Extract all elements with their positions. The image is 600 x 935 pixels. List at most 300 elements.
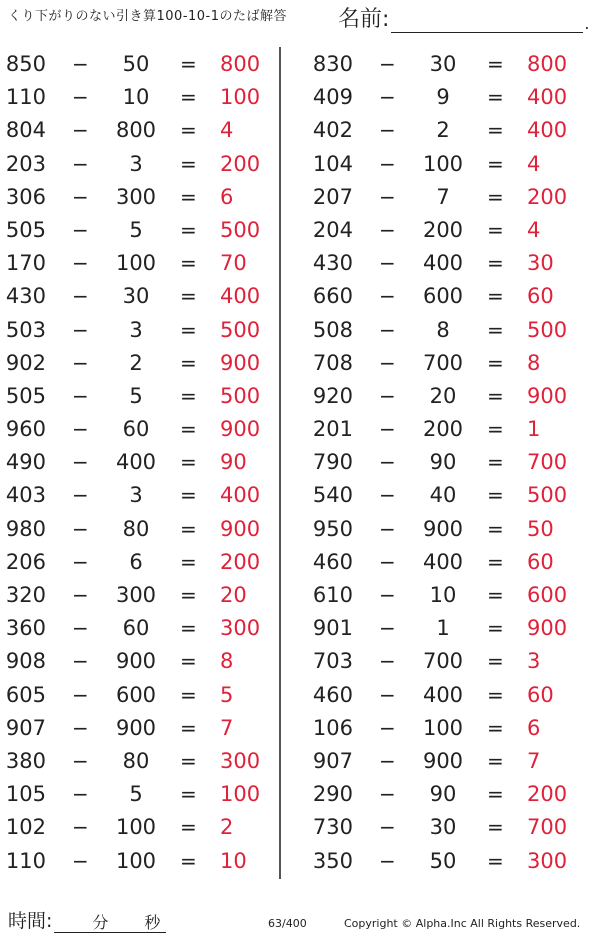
answer: 900 — [527, 616, 568, 641]
answer: 70 — [220, 251, 247, 276]
minus-sign: − — [72, 549, 89, 574]
equals-sign: = — [487, 483, 504, 508]
minus-sign: − — [379, 682, 396, 707]
equals-sign: = — [487, 151, 504, 176]
equals-sign: = — [180, 649, 197, 674]
answer: 700 — [527, 450, 568, 475]
subtrahend: 10 — [122, 85, 150, 110]
minuend: 540 — [312, 483, 353, 508]
subtrahend: 5 — [129, 383, 143, 408]
minus-sign: − — [72, 649, 89, 674]
minus-sign: − — [72, 748, 89, 773]
minuend: 730 — [312, 815, 353, 840]
minuend: 460 — [312, 682, 353, 707]
subtrahend: 3 — [129, 151, 143, 176]
equals-sign: = — [487, 251, 504, 276]
answer: 60 — [527, 284, 554, 309]
problem-row — [0, 380, 272, 413]
minuend: 207 — [312, 184, 353, 209]
subtrahend: 10 — [429, 583, 457, 607]
answer: 200 — [220, 549, 261, 574]
copyright-notice: Copyright © Alpha.Inc All Rights Reserved. — [344, 917, 581, 930]
equals-sign: = — [180, 616, 197, 641]
minuend: 204 — [312, 217, 353, 242]
minus-sign: − — [379, 251, 396, 276]
subtrahend: 30 — [429, 52, 457, 76]
minuend: 907 — [312, 748, 353, 773]
problem-row — [0, 81, 272, 114]
answer: 10 — [220, 848, 247, 873]
name-label: 名前: — [338, 7, 390, 32]
subtrahend: 50 — [429, 848, 457, 873]
seconds-label: 秒 — [144, 913, 161, 932]
answer: 4 — [527, 151, 541, 176]
minus-sign: − — [379, 782, 396, 807]
equals-sign: = — [487, 217, 504, 242]
minuend: 950 — [312, 516, 353, 541]
answer: 900 — [527, 383, 568, 408]
equals-sign: = — [487, 383, 504, 408]
minus-sign: − — [72, 284, 89, 309]
answer: 1 — [527, 417, 541, 442]
subtrahend: 2 — [436, 118, 450, 143]
problem-row — [307, 712, 579, 745]
minus-sign: − — [72, 782, 89, 807]
minuend: 403 — [5, 483, 46, 508]
equals-sign: = — [180, 85, 197, 110]
equals-sign: = — [487, 748, 504, 773]
answer: 700 — [527, 815, 568, 840]
subtrahend: 20 — [429, 383, 457, 408]
subtrahend: 90 — [429, 782, 457, 807]
minus-sign: − — [72, 217, 89, 242]
subtrahend: 2 — [129, 350, 143, 375]
subtrahend: 200 — [422, 217, 464, 242]
answer: 500 — [220, 317, 261, 342]
minuend: 104 — [312, 151, 353, 176]
minutes-label: 分 — [92, 913, 109, 932]
minus-sign: − — [379, 317, 396, 342]
answer: 500 — [527, 317, 568, 342]
answer: 3 — [527, 649, 541, 674]
minuend: 105 — [5, 782, 46, 807]
minus-sign: − — [379, 815, 396, 840]
problem-row — [0, 413, 272, 446]
minuend: 110 — [5, 848, 46, 873]
minuend: 460 — [312, 549, 353, 574]
minuend: 708 — [312, 350, 353, 375]
minuend: 201 — [312, 417, 353, 442]
minuend: 380 — [5, 748, 46, 773]
problem-row — [307, 778, 579, 811]
subtrahend: 80 — [122, 748, 150, 773]
problem-row — [0, 612, 272, 645]
equals-sign: = — [487, 516, 504, 541]
subtrahend: 90 — [429, 450, 457, 475]
subtrahend: 700 — [422, 649, 464, 674]
equals-sign: = — [180, 815, 197, 840]
equals-sign: = — [180, 682, 197, 707]
equals-sign: = — [180, 549, 197, 574]
problem-row — [307, 148, 579, 181]
minus-sign: − — [72, 483, 89, 508]
problem-row — [307, 546, 579, 579]
subtrahend: 700 — [422, 350, 464, 375]
problem-row — [307, 247, 579, 280]
answer: 5 — [220, 682, 234, 707]
equals-sign: = — [487, 118, 504, 143]
equals-sign: = — [487, 649, 504, 674]
minuend: 206 — [5, 549, 46, 574]
minuend: 505 — [5, 383, 46, 408]
time-label: 時間: — [8, 910, 53, 932]
answer: 8 — [527, 350, 541, 375]
problem-row — [307, 280, 579, 313]
problem-row — [0, 314, 272, 347]
subtrahend: 600 — [422, 284, 464, 309]
minuend: 610 — [312, 583, 353, 607]
subtrahend: 1 — [436, 616, 450, 641]
answer: 900 — [220, 417, 261, 442]
answer: 4 — [527, 217, 541, 242]
page-number: 63/400 — [268, 917, 307, 930]
subtrahend: 400 — [422, 682, 464, 707]
minuend: 110 — [5, 85, 46, 110]
problem-row — [0, 745, 272, 778]
subtrahend: 100 — [422, 151, 464, 176]
problem-row — [0, 778, 272, 811]
equals-sign: = — [180, 52, 197, 76]
answer: 500 — [220, 217, 261, 242]
problem-row — [0, 247, 272, 280]
problem-row — [0, 114, 272, 147]
problem-row — [307, 513, 579, 546]
problem-row — [307, 612, 579, 645]
answer: 90 — [220, 450, 247, 475]
answer: 60 — [527, 549, 554, 574]
problem-row — [0, 513, 272, 546]
minus-sign: − — [72, 52, 89, 76]
minuend: 503 — [5, 317, 46, 342]
subtrahend: 3 — [129, 317, 143, 342]
answer: 500 — [220, 383, 261, 408]
problem-row — [0, 645, 272, 678]
equals-sign: = — [180, 748, 197, 773]
name-end-mark: . — [584, 14, 590, 33]
minuend: 804 — [5, 118, 46, 143]
minus-sign: − — [72, 516, 89, 541]
equals-sign: = — [487, 52, 504, 76]
equals-sign: = — [487, 583, 504, 607]
equals-sign: = — [487, 417, 504, 442]
minus-sign: − — [379, 649, 396, 674]
subtrahend: 5 — [129, 217, 143, 242]
problem-row — [307, 679, 579, 712]
equals-sign: = — [180, 317, 197, 342]
minuend: 980 — [5, 516, 46, 541]
answer: 100 — [220, 85, 261, 110]
answer: 8 — [220, 649, 234, 674]
problem-row — [0, 579, 272, 612]
subtrahend: 300 — [115, 184, 157, 209]
subtrahend: 300 — [115, 583, 157, 607]
equals-sign: = — [487, 782, 504, 807]
minuend: 508 — [312, 317, 353, 342]
subtrahend: 8 — [436, 317, 450, 342]
minuend: 908 — [5, 649, 46, 674]
answer: 600 — [527, 583, 568, 607]
problem-row — [307, 745, 579, 778]
minus-sign: − — [379, 217, 396, 242]
subtrahend: 50 — [122, 52, 150, 76]
minus-sign: − — [379, 616, 396, 641]
minuend: 790 — [312, 450, 353, 475]
answer: 300 — [220, 616, 261, 641]
answer: 200 — [220, 151, 261, 176]
answer: 6 — [220, 184, 234, 209]
left-problem-column — [0, 48, 272, 878]
minuend: 850 — [5, 52, 46, 76]
equals-sign: = — [487, 350, 504, 375]
equals-sign: = — [487, 85, 504, 110]
subtrahend: 9 — [436, 85, 450, 110]
answer: 400 — [220, 483, 261, 508]
minuend: 505 — [5, 217, 46, 242]
subtrahend: 5 — [129, 782, 143, 807]
minus-sign: − — [379, 184, 396, 209]
answer: 7 — [527, 748, 541, 773]
answer: 400 — [527, 118, 568, 143]
equals-sign: = — [180, 516, 197, 541]
equals-sign: = — [487, 815, 504, 840]
problem-row — [0, 712, 272, 745]
subtrahend: 400 — [115, 450, 157, 475]
problem-row — [307, 48, 579, 81]
minuend: 660 — [312, 284, 353, 309]
answer: 200 — [527, 782, 568, 807]
problem-row — [307, 81, 579, 114]
problem-row — [307, 114, 579, 147]
equals-sign: = — [180, 383, 197, 408]
subtrahend: 30 — [429, 815, 457, 840]
worksheet-title: くり下がりのない引き算100-10-1のたば解答 — [8, 9, 288, 24]
minus-sign: − — [379, 516, 396, 541]
minus-sign: − — [379, 151, 396, 176]
subtrahend: 400 — [422, 549, 464, 574]
minus-sign: − — [379, 350, 396, 375]
problem-row — [307, 645, 579, 678]
answer: 800 — [527, 52, 568, 76]
equals-sign: = — [180, 350, 197, 375]
equals-sign: = — [180, 118, 197, 143]
answer: 2 — [220, 815, 234, 840]
minus-sign: − — [72, 848, 89, 873]
minuend: 320 — [5, 583, 46, 607]
problem-row — [0, 214, 272, 247]
problem-row — [307, 380, 579, 413]
minus-sign: − — [379, 848, 396, 873]
equals-sign: = — [180, 483, 197, 508]
subtrahend: 6 — [129, 549, 143, 574]
subtrahend: 7 — [436, 184, 450, 209]
minuend: 170 — [5, 251, 46, 276]
equals-sign: = — [487, 317, 504, 342]
subtrahend: 80 — [122, 516, 150, 541]
subtrahend: 800 — [115, 118, 157, 143]
answer: 50 — [527, 516, 554, 541]
minuend: 907 — [5, 715, 46, 740]
problem-row — [0, 48, 272, 81]
minus-sign: − — [72, 815, 89, 840]
minuend: 203 — [5, 151, 46, 176]
problem-row — [0, 811, 272, 844]
problem-row — [0, 679, 272, 712]
problem-row — [307, 579, 579, 612]
equals-sign: = — [487, 549, 504, 574]
problem-row — [0, 546, 272, 579]
minus-sign: − — [379, 450, 396, 475]
minuend: 901 — [312, 616, 353, 641]
problem-row — [307, 845, 579, 878]
equals-sign: = — [487, 184, 504, 209]
minus-sign: − — [72, 583, 89, 607]
equals-sign: = — [180, 583, 197, 607]
minus-sign: − — [72, 715, 89, 740]
problem-row — [307, 214, 579, 247]
equals-sign: = — [180, 184, 197, 209]
answer: 900 — [220, 350, 261, 375]
minus-sign: − — [72, 184, 89, 209]
equals-sign: = — [180, 284, 197, 309]
subtrahend: 3 — [129, 483, 143, 508]
subtrahend: 600 — [115, 682, 157, 707]
answer: 7 — [220, 715, 234, 740]
subtrahend: 200 — [422, 417, 464, 442]
minuend: 605 — [5, 682, 46, 707]
minus-sign: − — [379, 417, 396, 442]
minus-sign: − — [72, 251, 89, 276]
equals-sign: = — [180, 217, 197, 242]
minus-sign: − — [72, 118, 89, 143]
equals-sign: = — [487, 616, 504, 641]
equals-sign: = — [180, 151, 197, 176]
equals-sign: = — [180, 450, 197, 475]
minus-sign: − — [379, 549, 396, 574]
minuend: 409 — [312, 85, 353, 110]
equals-sign: = — [180, 715, 197, 740]
equals-sign: = — [487, 284, 504, 309]
problem-row — [0, 845, 272, 878]
problem-row — [307, 181, 579, 214]
problem-row — [0, 347, 272, 380]
answer: 200 — [527, 184, 568, 209]
answer: 900 — [220, 516, 261, 541]
answer: 400 — [527, 85, 568, 110]
subtrahend: 100 — [115, 251, 157, 276]
time-blank-line — [54, 910, 166, 933]
minus-sign: − — [72, 383, 89, 408]
minuend: 902 — [5, 350, 46, 375]
answer: 100 — [220, 782, 261, 807]
subtrahend: 400 — [422, 251, 464, 276]
minus-sign: − — [379, 383, 396, 408]
minus-sign: − — [379, 85, 396, 110]
subtrahend: 100 — [422, 715, 464, 740]
minus-sign: − — [72, 151, 89, 176]
subtrahend: 60 — [122, 616, 150, 641]
minuend: 306 — [5, 184, 46, 209]
minuend: 490 — [5, 450, 46, 475]
minus-sign: − — [72, 450, 89, 475]
minus-sign: − — [379, 748, 396, 773]
answer: 30 — [527, 251, 554, 276]
minus-sign: − — [379, 52, 396, 76]
minuend: 290 — [312, 782, 353, 807]
time-field — [8, 906, 166, 933]
minus-sign: − — [72, 317, 89, 342]
minuend: 360 — [5, 616, 46, 641]
answer: 20 — [220, 583, 247, 607]
problem-row — [307, 446, 579, 479]
minuend: 830 — [312, 52, 353, 76]
minuend: 402 — [312, 118, 353, 143]
problem-row — [0, 280, 272, 313]
problem-row — [307, 811, 579, 844]
problem-row — [0, 181, 272, 214]
problem-row — [307, 479, 579, 512]
subtrahend: 100 — [115, 815, 157, 840]
minus-sign: − — [72, 417, 89, 442]
minus-sign: − — [72, 682, 89, 707]
subtrahend: 900 — [422, 748, 464, 773]
answer: 500 — [527, 483, 568, 508]
problem-row — [0, 446, 272, 479]
minus-sign: − — [72, 350, 89, 375]
minuend: 430 — [5, 284, 46, 309]
equals-sign: = — [487, 715, 504, 740]
equals-sign: = — [180, 417, 197, 442]
subtrahend: 900 — [115, 649, 157, 674]
answer: 60 — [527, 682, 554, 707]
answer: 6 — [527, 715, 541, 740]
subtrahend: 60 — [122, 417, 150, 442]
answer: 300 — [220, 748, 261, 773]
minus-sign: − — [72, 85, 89, 110]
minus-sign: − — [72, 616, 89, 641]
answer: 400 — [220, 284, 261, 309]
subtrahend: 900 — [422, 516, 464, 541]
subtrahend: 100 — [115, 848, 157, 873]
answer: 4 — [220, 118, 234, 143]
minuend: 430 — [312, 251, 353, 276]
equals-sign: = — [487, 682, 504, 707]
column-divider — [279, 47, 281, 879]
problem-row — [0, 148, 272, 181]
right-problem-column — [307, 48, 579, 878]
minuend: 350 — [312, 848, 353, 873]
minuend: 960 — [5, 417, 46, 442]
problem-row — [307, 347, 579, 380]
problem-row — [307, 314, 579, 347]
minuend: 703 — [312, 649, 353, 674]
minuend: 106 — [312, 715, 353, 740]
subtrahend: 40 — [429, 483, 457, 508]
answer: 300 — [527, 848, 568, 873]
equals-sign: = — [487, 450, 504, 475]
equals-sign: = — [487, 848, 504, 873]
equals-sign: = — [180, 251, 197, 276]
minus-sign: − — [379, 118, 396, 143]
